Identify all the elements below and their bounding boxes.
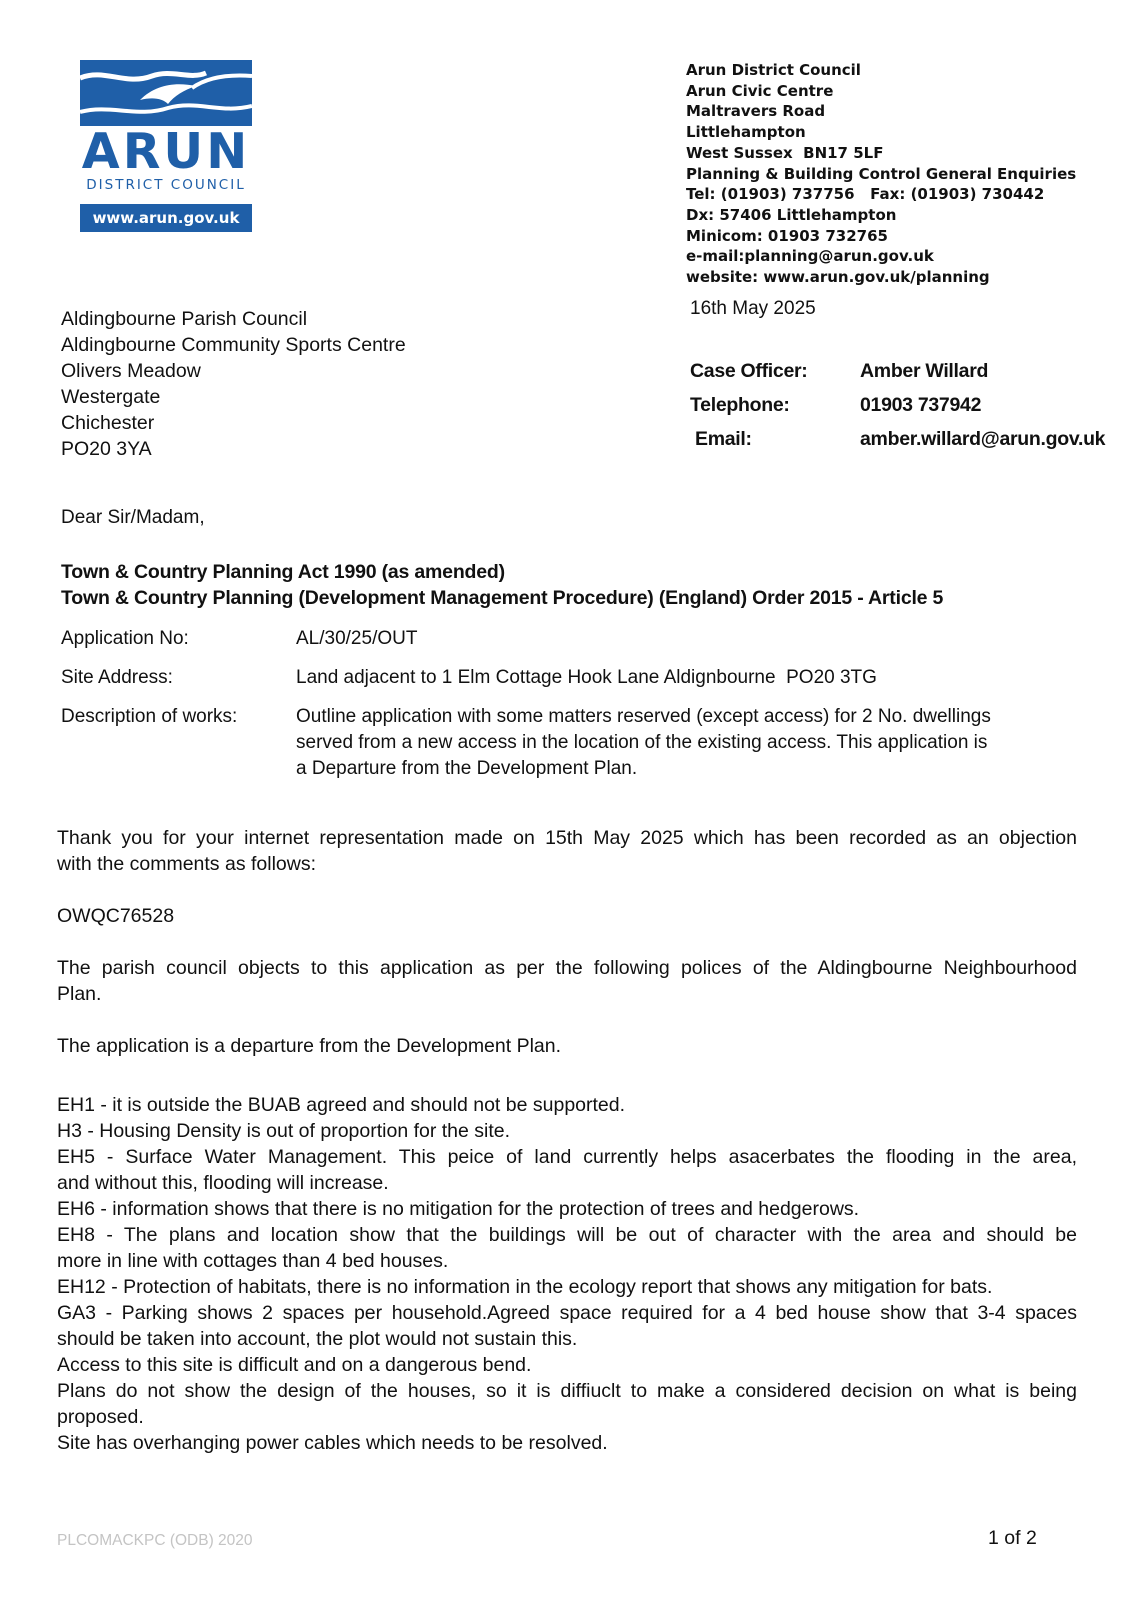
objection-line: Plan.	[57, 983, 102, 1005]
policy-line: Plans do not show the design of the houses, so it is diffiuclt to make a considered decision on what is being	[57, 1380, 1077, 1402]
page-number: 1 of 2	[988, 1527, 1037, 1549]
policy-line: EH6 - information shows that there is no mitigation for the protection of trees and hedgerows.	[57, 1198, 860, 1220]
thanks-line: Thank you for your internet representation made on 15th May 2025 which has been recorded as an objection	[57, 827, 1077, 849]
recipient-line: PO20 3YA	[61, 438, 152, 460]
description-value	[296, 704, 1076, 782]
seagull-waves-icon	[80, 60, 252, 126]
policy-line: GA3 - Parking shows 2 spaces per household.Agreed space required for a 4 bed house show that 3-4 spaces	[57, 1302, 1077, 1324]
policy-line: EH1 - it is outside the BUAB agreed and should not be supported.	[57, 1094, 626, 1116]
council-address-line: e-mail:planning@arun.gov.uk	[686, 247, 934, 266]
logo-subtitle: DISTRICT COUNCIL	[86, 177, 246, 193]
policy-objections-list	[57, 1092, 1077, 1456]
council-address-line: Dx: 57406 Littlehampton	[686, 205, 897, 224]
logo-name: ARUN	[81, 123, 251, 180]
footer-form-code: PLCOMACKPC (ODB) 2020	[57, 1532, 253, 1549]
logo-url: www.arun.gov.uk	[80, 204, 252, 232]
description-label: Description of works:	[61, 706, 238, 727]
policy-line: and without this, flooding will increase.	[57, 1172, 389, 1194]
letter-date: 16th May 2025	[690, 298, 816, 319]
policy-line: EH5 - Surface Water Management. This peice of land currently helps asacerbates the flooding in the area,	[57, 1146, 1077, 1168]
email-label: Email:	[695, 428, 752, 450]
council-address-block	[686, 60, 1116, 288]
site-address-label: Site Address:	[61, 667, 173, 688]
council-address-line: Tel: (01903) 737756 Fax: (01903) 730442	[686, 185, 1045, 204]
recipient-line: Chichester	[61, 412, 155, 434]
policy-line: Site has overhanging power cables which needs to be resolved.	[57, 1432, 608, 1454]
salutation: Dear Sir/Madam,	[61, 507, 205, 528]
departure-statement: The application is a departure from the Development Plan.	[57, 1035, 562, 1057]
act-heading: Town & Country Planning Act 1990 (as amended)	[61, 561, 505, 583]
objection-paragraph	[57, 955, 1077, 1007]
application-number-value: AL/30/25/OUT	[296, 628, 418, 649]
council-address-line: Arun District Council	[686, 61, 861, 79]
site-address-value: Land adjacent to 1 Elm Cottage Hook Lane Aldignbourne PO20 3TG	[296, 667, 877, 688]
policy-line: Access to this site is difficult and on a dangerous bend.	[57, 1354, 532, 1376]
policy-line: H3 - Housing Density is out of proportion for the site.	[57, 1120, 511, 1142]
objection-line: The parish council objects to this application as per the following polices of the Aldingbourne Neighbourhood	[57, 957, 1077, 979]
reference-code: OWQC76528	[57, 905, 175, 927]
council-address-line: Planning & Building Control General Enquiries	[686, 164, 1077, 183]
council-address-line: Minicom: 01903 732765	[686, 226, 888, 245]
council-address-line: Arun Civic Centre	[686, 81, 834, 100]
policy-line: EH8 - The plans and location show that the buildings will be out of character with the area and should be	[57, 1224, 1077, 1246]
description-line: a Departure from the Development Plan.	[296, 758, 638, 779]
council-address-line: Littlehampton	[686, 123, 806, 142]
recipient-address	[61, 306, 406, 462]
council-address-line: West Sussex BN17 5LF	[686, 143, 884, 162]
description-line: served from a new access in the location of the existing access. This application is	[296, 732, 988, 753]
recipient-line: Aldingbourne Community Sports Centre	[61, 334, 406, 356]
thanks-paragraph	[57, 825, 1077, 877]
policy-line: proposed.	[57, 1406, 144, 1428]
application-number-label: Application No:	[61, 628, 189, 649]
email-value: amber.willard@arun.gov.uk	[860, 428, 1106, 450]
description-line: Outline application with some matters reserved (except access) for 2 No. dwellings	[296, 706, 991, 727]
case-officer-name: Amber Willard	[860, 360, 989, 382]
policy-line: EH12 - Protection of habitats, there is no information in the ecology report that shows any mitigation for bats.	[57, 1276, 993, 1298]
order-heading: Town & Country Planning (Development Management Procedure) (England) Order 2015 - Article 5	[61, 587, 944, 609]
council-address-line: website: www.arun.gov.uk/planning	[686, 268, 990, 287]
recipient-line: Olivers Meadow	[61, 360, 201, 382]
telephone-label: Telephone:	[690, 394, 790, 416]
arun-logo	[80, 60, 252, 232]
recipient-line: Aldingbourne Parish Council	[61, 308, 308, 330]
council-address-line: Maltravers Road	[686, 102, 826, 121]
policy-line: more in line with cottages than 4 bed houses.	[57, 1250, 449, 1272]
policy-line: should be taken into account, the plot would not sustain this.	[57, 1328, 578, 1350]
case-officer-label: Case Officer:	[690, 360, 808, 382]
telephone-value: 01903 737942	[860, 394, 982, 416]
recipient-line: Westergate	[61, 386, 161, 408]
thanks-line: with the comments as follows:	[57, 853, 317, 875]
